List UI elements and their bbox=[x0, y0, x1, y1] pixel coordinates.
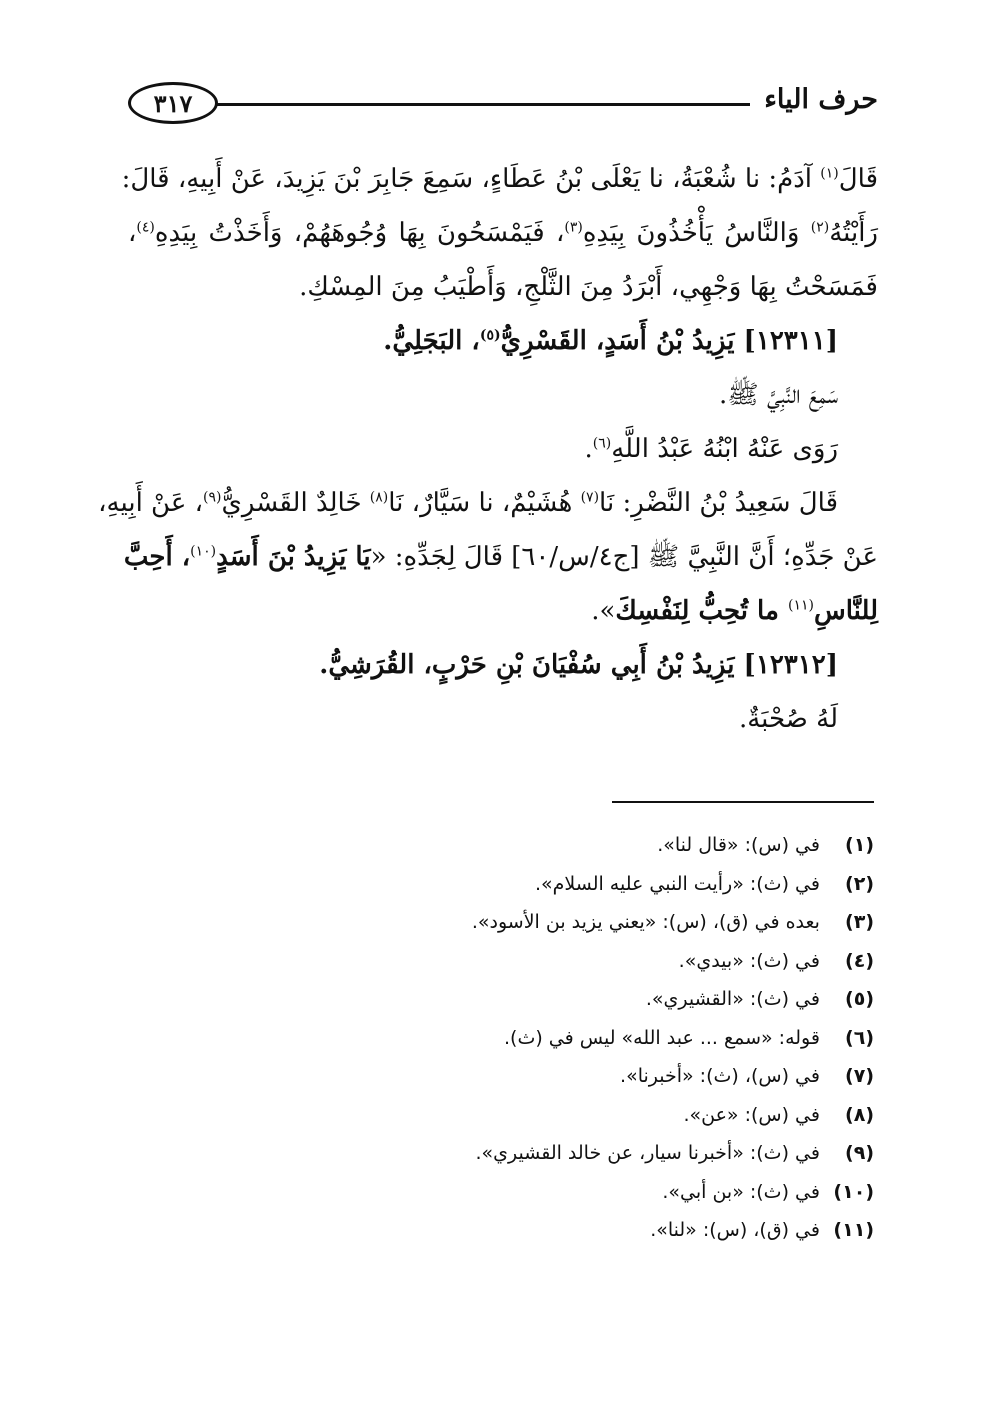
footnote bbox=[134, 826, 874, 865]
text-run: رَأَيْتُهُ bbox=[829, 218, 878, 248]
text-run: عَنْ جَدِّهِ؛ أَنَّ النَّبِيَّ ﷺ [ج٤/س/٦٠] قَالَ لِجَدِّهِ: « bbox=[370, 542, 878, 572]
entry-title: [١٢٣١٢] يَزِيدُ بْنُ أَبِي سُفْيَانَ بْنِ حَرْبٍ، القُرَشِيُّ. bbox=[319, 650, 838, 680]
text-run: وَالنَّاسُ يَأْخُذُونَ بِيَدِهِ bbox=[582, 218, 811, 248]
text-run: ، عَنْ أَبِيهِ، bbox=[98, 488, 204, 518]
text-run: قَالَ bbox=[838, 164, 878, 194]
text-run: ، فَيَمْسَحُونَ بِهَا وُجُوهَهُمْ، وَأَخَذْتُ بِيَدِهِ bbox=[154, 218, 565, 248]
text-line bbox=[128, 584, 878, 638]
footnote-number: (٢) bbox=[845, 872, 874, 895]
footnote-ref: (٢) bbox=[810, 219, 830, 236]
text-run: لَهُ صُحْبَةٌ. bbox=[738, 704, 838, 734]
footnote bbox=[134, 980, 874, 1019]
footnote-ref: (٣) bbox=[564, 219, 583, 236]
footnote-text: في (س)، (ث): «أخبرنا». bbox=[620, 1065, 820, 1087]
chapter-title: حرف الياء bbox=[764, 84, 878, 115]
footnote-text: في (ث): «أخبرنا سيار، عن خالد القشيري». bbox=[475, 1142, 820, 1164]
footnote-ref: (٧) bbox=[580, 489, 600, 506]
footnote bbox=[134, 942, 874, 981]
footnote-text: في (س): «قال لنا». bbox=[657, 834, 820, 856]
text-run: خَالِدٌ القَسْرِيُّ bbox=[221, 488, 370, 518]
text-line bbox=[128, 260, 878, 314]
footnote-number: (٣) bbox=[845, 911, 874, 933]
footnote-text: بعده في (ق)، (س): «يعني يزيد بن الأسود». bbox=[471, 911, 820, 933]
text-run: آدَمُ: نا شُعْبَةُ، نا يَعْلَى بْنُ عَطَاءٍ، سَمِعَ جَابِرَ بْنَ يَزِيدَ، عَنْ أَبِيهِ، قَالَ: bbox=[121, 164, 821, 194]
text-run: سَمِعَ النَّبِيَّ ﷺ. bbox=[719, 380, 838, 410]
footnote-ref: (١) bbox=[820, 165, 839, 182]
footnote-number: (٦) bbox=[845, 1026, 874, 1049]
text-line bbox=[128, 206, 878, 260]
hadith-text: لِلنَّاسِ bbox=[813, 596, 878, 626]
footnote-ref: (٤) bbox=[136, 219, 155, 236]
footnote-number: (١١) bbox=[833, 1219, 874, 1241]
footnote bbox=[134, 865, 874, 904]
text-line bbox=[98, 476, 878, 530]
footnote-number: (١) bbox=[845, 834, 874, 856]
footnote-number: (٩) bbox=[845, 1142, 874, 1164]
hadith-text: ، أَحِبَّ bbox=[123, 542, 191, 572]
footnote-separator bbox=[612, 801, 874, 803]
footnote bbox=[134, 1211, 874, 1250]
footnote bbox=[134, 1173, 874, 1212]
text-line bbox=[128, 422, 878, 476]
footnote-number: (١٠) bbox=[833, 1180, 874, 1203]
text-line bbox=[128, 368, 878, 422]
footnote-text: في (ق)، (س): «لنا». bbox=[650, 1219, 820, 1241]
footnote-text: في (ث): «القشيري». bbox=[645, 988, 820, 1010]
text-run: هُشَيْمٌ، نا سَيَّارٌ، نَا bbox=[388, 488, 581, 518]
footnote-text: قوله: «سمع ... عبد الله» ليس في (ث). bbox=[504, 1026, 820, 1049]
text-run: رَوَى عَنْهُ ابْنُهُ عَبْدُ اللَّهِ bbox=[611, 434, 838, 464]
text-run: ». bbox=[591, 596, 616, 626]
footnote bbox=[134, 1134, 874, 1173]
footnote bbox=[134, 1057, 874, 1096]
footnote bbox=[134, 1096, 874, 1135]
entry-title-suffix: ، البَجَلِيُّ. bbox=[383, 326, 480, 356]
footnote-ref: (٨) bbox=[369, 489, 389, 506]
text-line bbox=[123, 530, 878, 584]
footnotes-list bbox=[134, 826, 874, 1250]
text-run: . bbox=[584, 434, 593, 464]
text-run: قَالَ سَعِيدُ بْنُ النَّضْرِ: نَا bbox=[599, 488, 838, 518]
footnote-ref: (٩) bbox=[203, 489, 222, 506]
hadith-text: ما تُحِبُّ لِنَفْسِكَ bbox=[615, 596, 788, 626]
header-rule bbox=[212, 103, 750, 106]
footnote-text: في (ث): «بن أبي». bbox=[662, 1180, 820, 1203]
footnote-ref: (١٠) bbox=[190, 543, 217, 560]
entry-title: [١٢٣١١] يَزِيدُ بْنُ أَسَدٍ، القَسْرِيُّ bbox=[500, 326, 838, 356]
text-line bbox=[128, 692, 878, 746]
footnote-text: في (س): «عن». bbox=[683, 1103, 820, 1126]
page-number-text: ٣١٧ bbox=[153, 88, 193, 118]
text-run: ، bbox=[128, 218, 137, 248]
footnote bbox=[134, 903, 874, 942]
entry-heading bbox=[128, 314, 878, 368]
footnote-ref: (٦) bbox=[592, 435, 612, 452]
entry-heading bbox=[128, 638, 878, 692]
hadith-text: يَا يَزِيدُ بْنَ أَسَدٍ bbox=[216, 542, 371, 572]
footnote bbox=[134, 1019, 874, 1058]
running-header bbox=[128, 82, 878, 132]
page-number bbox=[128, 82, 218, 124]
footnote-ref: (٥) bbox=[479, 327, 501, 344]
footnote-number: (٧) bbox=[845, 1065, 874, 1087]
footnote-text: في (ث): «رأيت النبي عليه السلام». bbox=[534, 872, 820, 895]
text-line bbox=[121, 152, 878, 206]
footnote-number: (٤) bbox=[845, 949, 874, 972]
footnote-ref: (١١) bbox=[787, 597, 814, 614]
footnote-text: في (ث): «بيدي». bbox=[678, 949, 820, 972]
footnote-number: (٥) bbox=[845, 988, 874, 1010]
main-text bbox=[98, 152, 878, 746]
text-run: فَمَسَحْتُ بِهَا وَجْهِي، أَبْرَدُ مِنَ الثَّلْجِ، وَأَطْيَبُ مِنَ المِسْكِ. bbox=[299, 272, 878, 302]
footnote-number: (٨) bbox=[845, 1103, 874, 1126]
